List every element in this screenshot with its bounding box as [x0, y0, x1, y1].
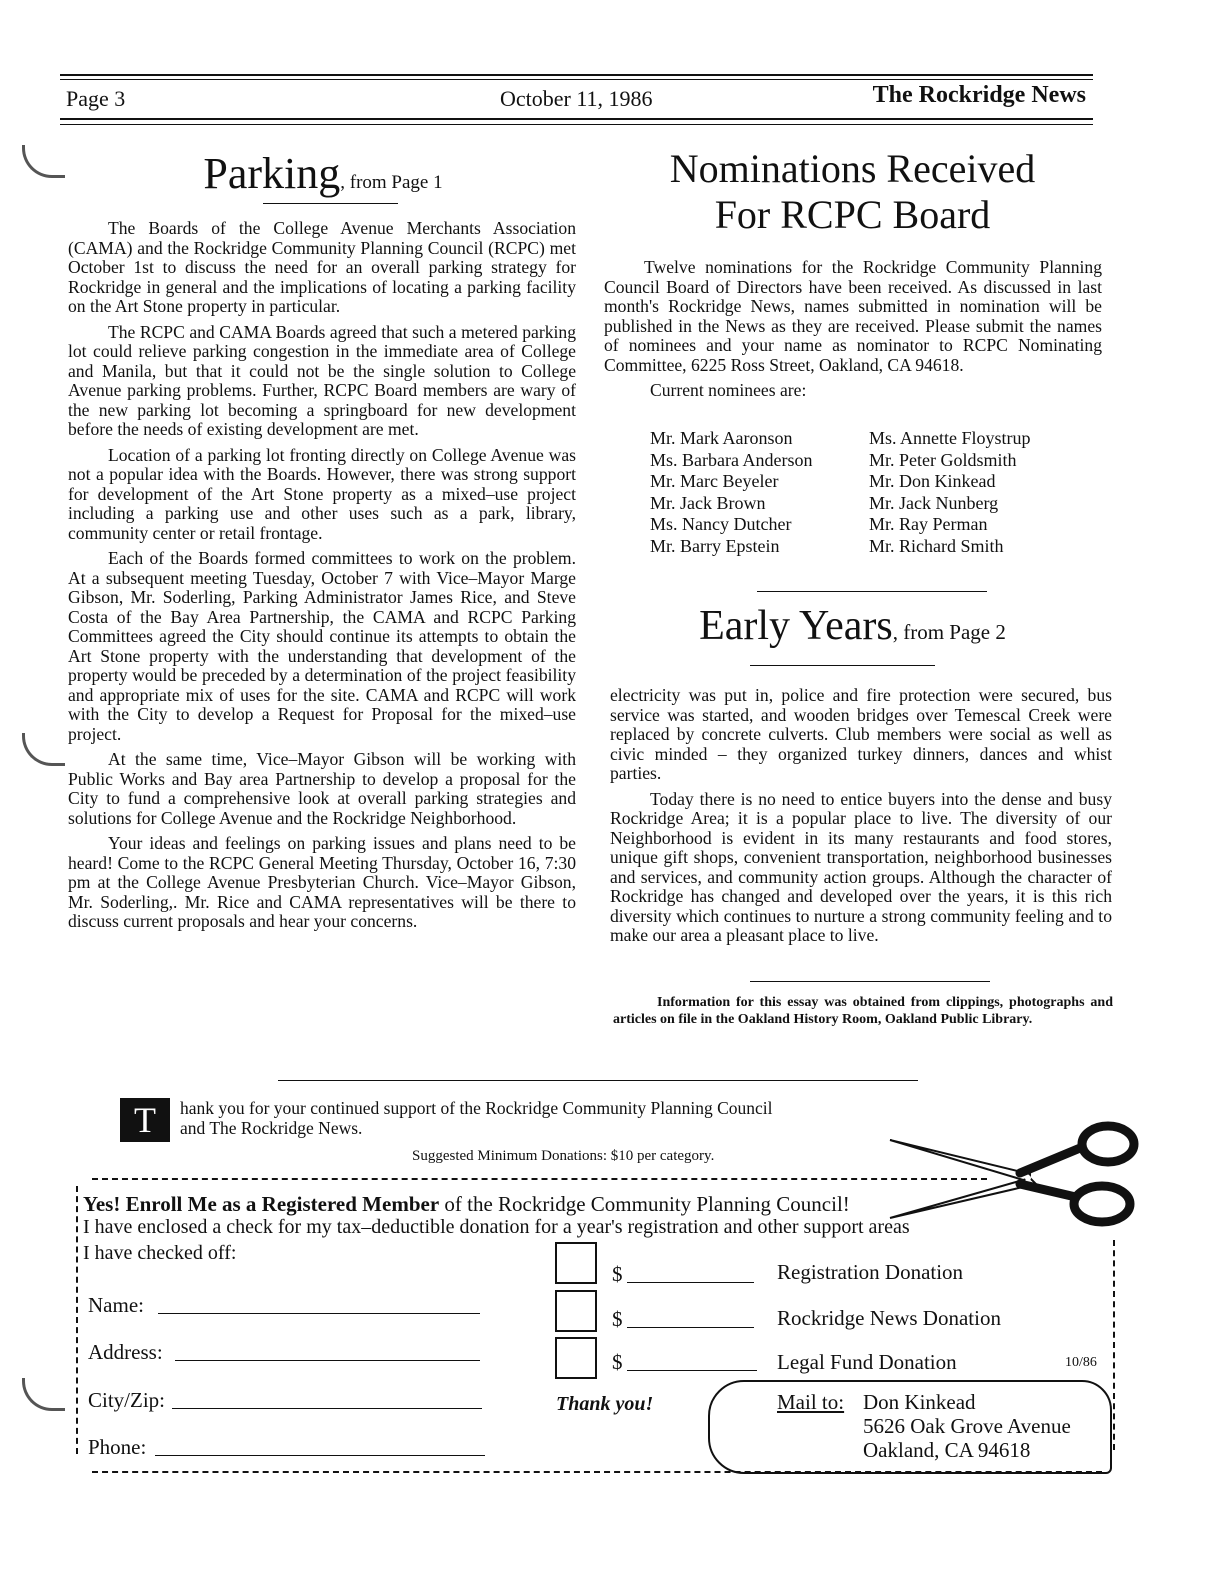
registration-donation-label: Registration Donation [777, 1260, 964, 1284]
parking-paragraph: Location of a parking lot fronting directly on College Avenue was not a popular idea with the Boards. However, there was strong support for development of the Art Stone property as a mixed–use project including a parking use and other uses such as a park, library, community center or retail frontage. [68, 444, 576, 543]
news-donation-label: Rockridge News Donation [777, 1306, 1001, 1330]
nominee-column-right [869, 428, 1089, 558]
early-years-title: Early Years [699, 603, 893, 649]
name-field[interactable] [158, 1313, 480, 1314]
legal-fund-dollar: $ [612, 1350, 623, 1374]
early-years-headline [600, 602, 1105, 650]
parking-paragraph: The Boards of the College Avenue Merchants Association (CAMA) and the Rockridge Community Planning Council (RCPC) met October 1st to discuss the need for an overall parking strategy for Rockridge in general and the implications of locating a parking facility on the Art Stone property in particular. [68, 218, 576, 316]
enroll-rest: of the Rockridge Community Planning Council! [439, 1192, 850, 1216]
nominee-name: Ms. Annette Floystrup [869, 428, 1031, 448]
nominee-name: Ms. Nancy Dutcher [650, 514, 792, 535]
masthead [66, 82, 1096, 118]
newspaper-title: The Rockridge News [872, 82, 1086, 108]
nominee-name: Ms. Barbara Anderson [650, 449, 813, 470]
nominee-name: Mr. Ray Perman [869, 514, 988, 535]
parking-paragraph: At the same time, Vice–Mayor Gibson will be working with Public Works and Bay area Partnership to develop a proposal for the City to fund a comprehensive look at overall parking strategies and solutions for College Avenue and the Rockridge Neighborhood. [68, 749, 576, 828]
parking-paragraph: Each of the Boards formed committees to work on the problem. At a subsequent meeting Tuesday, October 7 with Vice–Mayor Marge Gibson, Mr. Soderling, Parking Administrator James Rice, and Steve Costa of the Bay Area Partnership, the CAMA and RCPC Parking Committees agreed the City should continue its attempts to obtain the Art Stone property with the understanding that development of the property would be preceded by a determination of the project feasibility and appropriate mix of uses for the site. CAMA and RCPC will work with the City to develop a Request for Proposal for the mixed–use project. [68, 548, 576, 744]
thanks-line: and The Rockridge News. [180, 1118, 363, 1138]
early-years-paragraph: Today there is no need to entice buyers into the dense and busy Rockridge Area; it is a popular place to live. The diversity of our Neighborhood is evident in its many restaurants and food stores, unique gift shops, convenient transportation, neighborhood businesses and services, and community action groups. Although the character of Rockridge has changed and developed over the years, it is this rich diversity which continues to nurture a strong community feeling and to make our area a pleasant place to live. [610, 788, 1112, 945]
section-divider [757, 591, 987, 592]
name-label: Name: [88, 1293, 144, 1317]
thank-you-note: Thank you! [556, 1393, 654, 1415]
early-years-body [610, 686, 1112, 952]
mail-to-label: Mail to: [777, 1390, 845, 1414]
mail-to-address [863, 1390, 1071, 1462]
parking-headline-rule [263, 203, 398, 204]
legal-fund-amount-field[interactable] [627, 1370, 757, 1371]
enroll-yes: Yes! Enroll Me as a Registered Member [83, 1192, 440, 1216]
mail-name: Don Kinkead [863, 1390, 976, 1414]
address-label: Address: [88, 1340, 163, 1364]
nominations-headline [600, 146, 1105, 238]
nominee-name: Mr. Jack Brown [650, 492, 766, 513]
parking-from: , from Page 1 [340, 172, 443, 193]
form-border-left [76, 1186, 78, 1454]
registration-dollar: $ [612, 1262, 623, 1286]
thanks-line: hank you for your continued support of the Rockridge Community Planning Council [180, 1098, 773, 1118]
cityzip-label: City/Zip: [88, 1388, 166, 1412]
early-years-paragraph: electricity was put in, police and fire protection were secured, bus service was started, and wooden bridges over Temescal Creek were replaced by concrete culverts. Club members were social as well as civic minded – they organized turkey dinners, dances and whist parties. [610, 685, 1112, 783]
nominee-name: Mr. Jack Nunberg [869, 492, 999, 513]
thanks-top-rule [278, 1080, 918, 1081]
nominations-body [604, 258, 1102, 401]
enroll-line3: I have checked off: [83, 1242, 237, 1264]
nominee-name: Mr. Marc Beyeler [650, 471, 779, 492]
nominations-intro: Twelve nominations for the Rockridge Community Planning Council Board of Directors have been received. As discussed in last month's Rockridge News, names submitted in nomination will be published in the News as they are received. Please submit the names of nominees and your name as nominator to RCPC Nominating Committee, 6225 Ross Street, Oakland, CA 94618. [604, 257, 1102, 375]
suggested-donations: Suggested Minimum Donations: $10 per category. [412, 1148, 715, 1164]
enroll-heading [83, 1192, 850, 1217]
masthead-bottom-rule-thin [60, 124, 1093, 125]
news-amount-field[interactable] [627, 1327, 754, 1328]
masthead-top-rule [60, 74, 1093, 76]
punch-hole-mark [22, 1378, 65, 1411]
issue-date: October 11, 1986 [500, 86, 653, 111]
legal-fund-donation-label: Legal Fund Donation [777, 1350, 957, 1374]
registration-amount-field[interactable] [627, 1282, 754, 1283]
parking-paragraph: The RCPC and CAMA Boards agreed that such a metered parking lot could relieve parking congestion in the immediate area of College and Manila, but that it could not be the single solution to College Avenue parking problems. Further, RCPC Board members are wary of the new parking lot becoming a springboard for new development before the needs of existing development are met. [68, 321, 576, 439]
thanks-text [180, 1098, 900, 1138]
drop-cap [120, 1098, 170, 1142]
nominations-title-line1: Nominations Received [669, 146, 1036, 191]
parking-paragraph: Your ideas and feelings on parking issues and plans need to be heard! Come to the RCPC General Meeting Thursday, October 16, 7:30 pm at the College Avenue Presbyterian Church. Vice–Mayor Gibson, Mr. Soderling,. Mr. Rice and CAMA representatives will be there to discuss current proposals and hear your concerns. [68, 833, 576, 931]
enroll-line2: I have enclosed a check for my tax–deductible donation for a year's registration and other support areas [83, 1216, 910, 1238]
mail-city: Oakland, CA 94618 [863, 1438, 1031, 1462]
nominee-name: Mr. Don Kinkead [869, 471, 996, 492]
punch-hole-mark [22, 733, 65, 766]
source-note-rule [750, 981, 990, 982]
phone-label: Phone: [88, 1435, 147, 1459]
nominations-title-line2: For RCPC Board [714, 192, 991, 237]
masthead-top-rule-thin [60, 79, 1093, 80]
registration-checkbox[interactable] [555, 1242, 597, 1284]
parking-headline [68, 148, 578, 199]
legal-fund-checkbox[interactable] [555, 1337, 597, 1379]
mail-street: 5626 Oak Grove Avenue [863, 1414, 1071, 1438]
phone-field[interactable] [155, 1455, 485, 1456]
news-checkbox[interactable] [555, 1290, 597, 1332]
current-nominees-label: Current nominees are: [650, 380, 807, 400]
punch-hole-mark [22, 145, 65, 178]
early-years-headline-rule [750, 665, 935, 666]
form-border-right [1113, 1240, 1115, 1450]
address-field[interactable] [175, 1360, 480, 1361]
masthead-bottom-rule [60, 118, 1093, 120]
form-code: 10/86 [1065, 1355, 1097, 1370]
early-years-from: , from Page 2 [892, 620, 1006, 644]
drop-cap-letter: T [134, 1100, 156, 1140]
source-note: Information for this essay was obtained from clippings, photographs and articles on file in the Oakland History Room, Oakland Public Library. [613, 995, 1113, 1027]
page-number: Page 3 [66, 86, 126, 111]
nominee-name: Mr. Peter Goldsmith [869, 449, 1017, 470]
cityzip-field[interactable] [172, 1408, 482, 1409]
form-border-top [92, 1178, 987, 1180]
nominee-column-left [650, 428, 870, 558]
nominee-name: Mr. Richard Smith [869, 535, 1004, 556]
parking-title: Parking [203, 149, 341, 198]
nominee-name: Mr. Barry Epstein [650, 535, 780, 556]
news-dollar: $ [612, 1307, 623, 1331]
nominee-name: Mr. Mark Aaronson [650, 428, 793, 448]
parking-body [68, 219, 576, 938]
